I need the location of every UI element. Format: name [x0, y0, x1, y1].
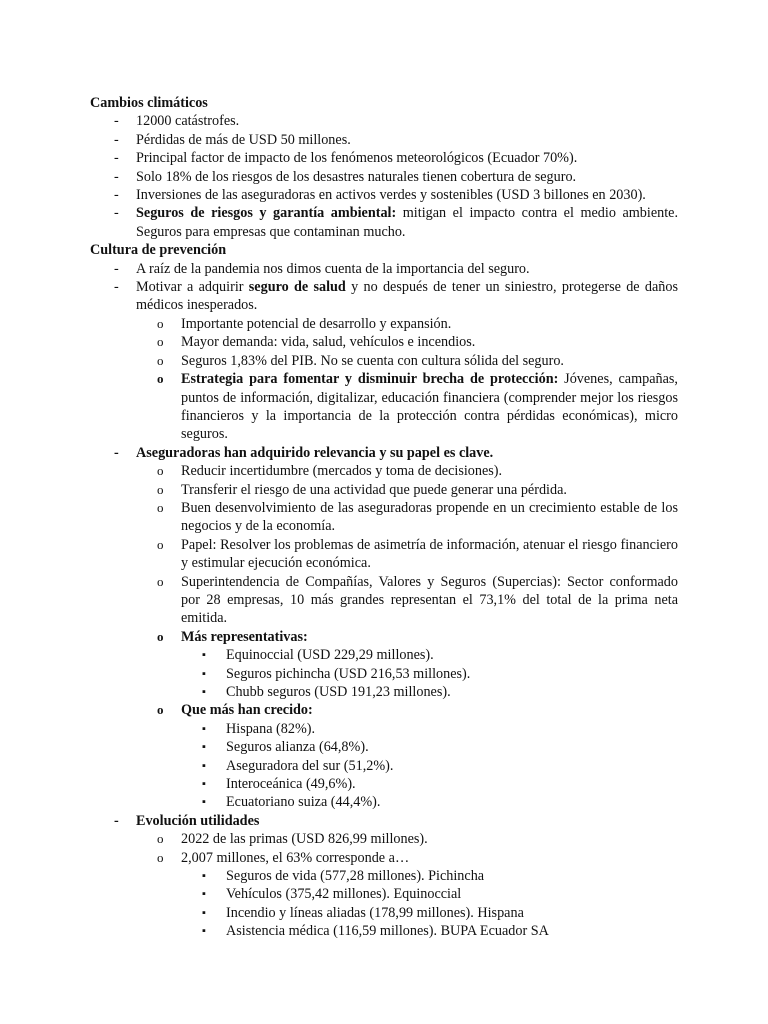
sublist-item: o Mayor demanda: vida, salud, vehículos e incendios. — [157, 334, 476, 351]
sublist-item: o Superintendencia de Compañías, Valores y Seguros (Supercias): Sector conformado por 28 empresas, 10 más grandes representan el 73,1% del total de la prima neta emitida. — [157, 573, 678, 627]
sublist-item: o Importante potencial de desarrollo y expansión. — [157, 315, 452, 332]
circle-bullet: o — [157, 499, 164, 515]
dash-bullet: - — [114, 279, 119, 296]
subsublist-item: ▪ Hispana (82%). — [202, 720, 316, 737]
list-item: - 12000 catástrofes. — [114, 113, 240, 130]
square-bullet: ▪ — [202, 778, 206, 791]
list-item: - Motivar a adquirir seguro de salud y no después de tener un siniestro, protegerse de daños médicos inesperados. — [114, 279, 678, 314]
square-bullet: ▪ — [202, 870, 206, 883]
list-item: - A raíz de la pandemia nos dimos cuenta de la importancia del seguro. — [114, 260, 530, 277]
list-item: - Pérdidas de más de USD 50 millones. — [114, 131, 351, 148]
square-bullet: ▪ — [202, 888, 206, 901]
sublist-item: o Más representativas: — [157, 628, 308, 645]
square-bullet: ▪ — [202, 667, 206, 680]
circle-bullet: o — [157, 536, 164, 552]
list-item: - Evolución utilidades — [114, 812, 260, 829]
sublist-item: o Seguros 1,83% del PIB. No se cuenta con cultura sólida del seguro. — [157, 352, 564, 369]
circle-bullet: o — [157, 831, 164, 847]
subsublist-item: ▪ Aseguradora del sur (51,2%). — [202, 757, 394, 774]
dash-bullet: - — [114, 150, 119, 167]
dash-bullet: - — [114, 113, 119, 130]
list-item: - Seguros de riesgos y garantía ambiental: mitigan el impacto contra el medio ambiente. Seguros para empresas que contaminan mucho. — [114, 205, 678, 240]
sublist-item: o Reducir incertidumbre (mercados y toma de decisiones). — [157, 463, 503, 480]
circle-bullet: o — [157, 463, 164, 479]
subsublist-item: ▪ Equinoccial (USD 229,29 millones). — [202, 647, 434, 664]
list-item: - Principal factor de impacto de los fenómenos meteorológicos (Ecuador 70%). — [114, 150, 578, 167]
circle-bullet: o — [157, 481, 164, 497]
square-bullet: ▪ — [202, 759, 206, 772]
subsublist-item: ▪ Vehículos (375,42 millones). Equinoccial — [202, 886, 462, 903]
dash-bullet: - — [114, 812, 119, 829]
subsublist-item: ▪ Seguros de vida (577,28 millones). Pichincha — [202, 868, 485, 885]
dash-bullet: - — [114, 260, 119, 277]
circle-bullet: o — [157, 628, 164, 644]
list-item: - Aseguradoras han adquirido relevancia y su papel es clave. — [114, 444, 494, 461]
circle-bullet: o — [157, 573, 164, 589]
dash-bullet: - — [114, 444, 119, 461]
square-bullet: ▪ — [202, 649, 206, 662]
circle-bullet: o — [157, 334, 164, 350]
subsublist-item: ▪ Seguros alianza (64,8%). — [202, 739, 369, 756]
section-heading-cultura-de-prevencion: Cultura de prevención — [90, 242, 227, 259]
sublist-item: o Papel: Resolver los problemas de asimetría de información, atenuar el riesgo financiero y estimular ejecución económica. — [157, 536, 678, 572]
square-bullet: ▪ — [202, 796, 206, 809]
square-bullet: ▪ — [202, 925, 206, 938]
sublist-item: o Estrategia para fomentar y disminuir brecha de protección: Jóvenes, campañas, puntos de información, digitalizar, educación financiera (comprender mejor los riesgos financieros y la importancia de la protección contra pérdidas económicas), micro seguros. — [157, 371, 678, 443]
dash-bullet: - — [114, 131, 119, 148]
dash-bullet: - — [114, 187, 119, 204]
dash-bullet: - — [114, 168, 119, 185]
subsublist-item: ▪ Seguros pichincha (USD 216,53 millones). — [202, 665, 471, 682]
square-bullet: ▪ — [202, 906, 206, 919]
list-item: - Inversiones de las aseguradoras en activos verdes y sostenibles (USD 3 billones en 2030). — [114, 187, 646, 204]
square-bullet: ▪ — [202, 741, 206, 754]
circle-bullet: o — [157, 702, 164, 718]
sublist-item: o 2022 de las primas (USD 826,99 millones). — [157, 831, 428, 848]
sublist-item: o Transferir el riesgo de una actividad que puede generar una pérdida. — [157, 481, 567, 498]
square-bullet: ▪ — [202, 686, 206, 698]
subsublist-item: ▪ Ecuatoriano suiza (44,4%). — [202, 794, 381, 811]
sublist-item: o Buen desenvolvimiento de las aseguradoras propende en un crecimiento estable de los negocios y de la economía. — [157, 499, 678, 535]
sublist-item: o Que más han crecido: — [157, 702, 313, 719]
dash-bullet: - — [114, 205, 119, 222]
sublist-item: o 2,007 millones, el 63% corresponde a… — [157, 849, 410, 866]
square-bullet: ▪ — [202, 722, 206, 735]
circle-bullet: o — [157, 352, 164, 368]
circle-bullet: o — [157, 315, 164, 331]
section-heading-cambios-climaticos: Cambios climáticos — [90, 95, 208, 111]
document-content — [90, 94, 678, 941]
subsublist-item: ▪ Chubb seguros (USD 191,23 millones). — [202, 684, 451, 700]
circle-bullet: o — [157, 849, 164, 865]
subsublist-item: ▪ Asistencia médica (116,59 millones). BUPA Ecuador SA — [202, 923, 549, 940]
list-item: - Solo 18% de los riesgos de los desastres naturales tienen cobertura de seguro. — [114, 168, 577, 185]
subsublist-item: ▪ Interoceánica (49,6%). — [202, 776, 356, 793]
circle-bullet: o — [157, 371, 164, 387]
subsublist-item: ▪ Incendio y líneas aliadas (178,99 millones). Hispana — [202, 904, 524, 921]
